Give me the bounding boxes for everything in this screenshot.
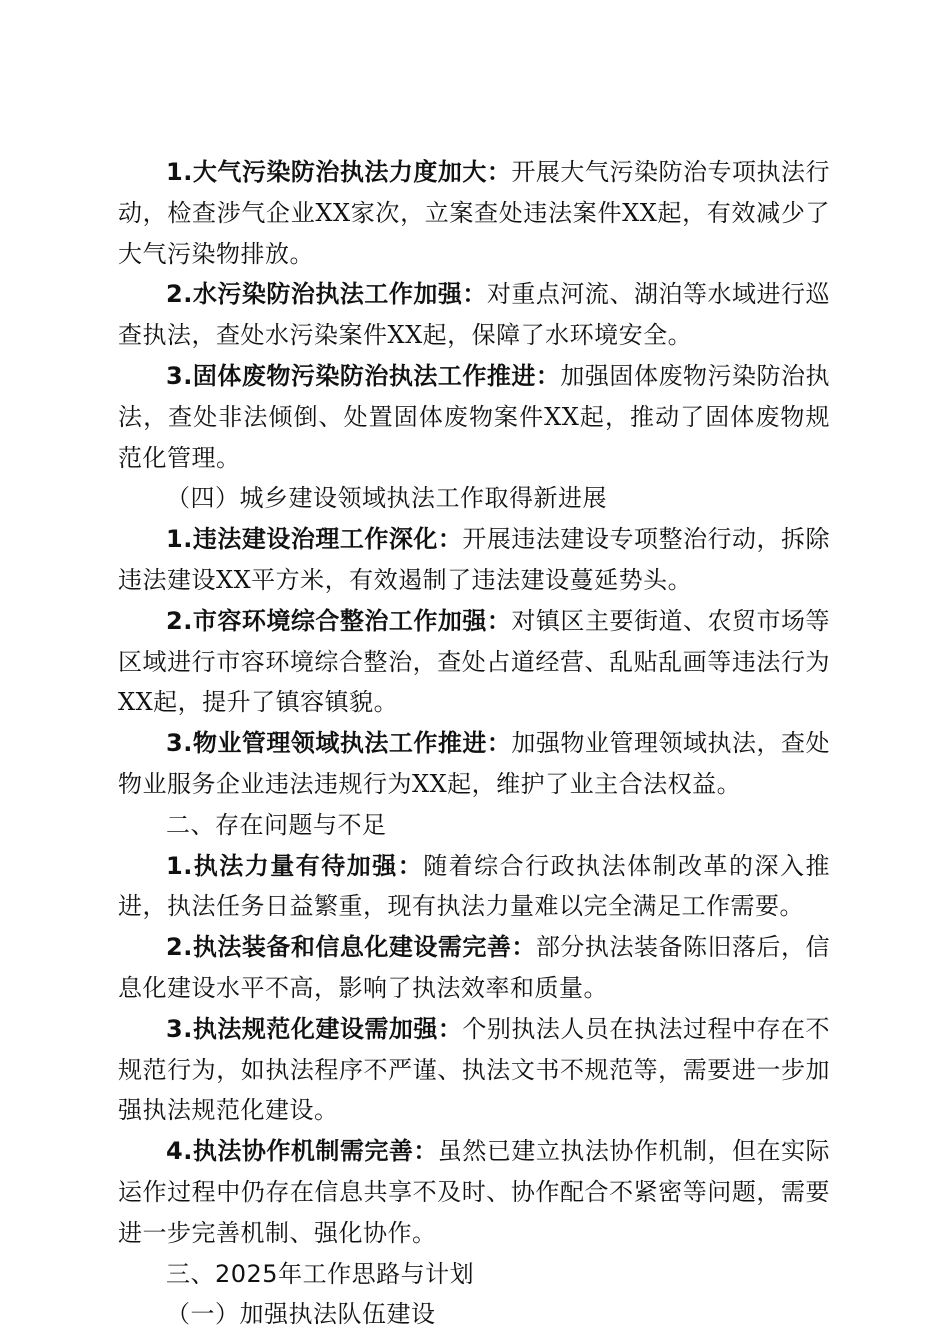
paragraph-lead: 2.水污染防治执法工作加强： — [166, 280, 487, 309]
paragraph-equipment — [118, 927, 830, 1009]
section-heading-plan: 三、2025年工作思路与计划 — [166, 1259, 475, 1288]
paragraph-lead: 3.物业管理领域执法工作推进： — [166, 729, 512, 758]
paragraph-lead: 3.固体废物污染防治执法工作推进： — [166, 361, 561, 390]
paragraph-illegal-construction — [118, 519, 830, 601]
subheading-team-building: （一）加强执法队伍建设 — [166, 1300, 436, 1329]
paragraph-property-management — [118, 723, 830, 805]
paragraph-lead: 4.执法协作机制需完善： — [166, 1137, 438, 1166]
paragraph-body: 加强固体废物污染防治执法，查处非法倾倒、处置固体废物案件XX起，推动了固体废物规范化管理。 — [118, 361, 830, 472]
document-body — [118, 152, 830, 1335]
paragraph-water-pollution — [118, 274, 830, 356]
paragraph-body: 开展违法建设专项整治行动，拆除违法建设XX平方米，有效遏制了违法建设蔓延势头。 — [118, 525, 830, 594]
paragraph-lead: 1.违法建设治理工作深化： — [166, 525, 463, 554]
paragraph-standardization — [118, 1009, 830, 1131]
paragraph-air-pollution — [118, 152, 830, 274]
subheading-urban-rural: （四）城乡建设领域执法工作取得新进展 — [166, 484, 607, 513]
paragraph-enforcement-staff — [118, 846, 830, 928]
paragraph-city-appearance — [118, 601, 830, 723]
paragraph-lead: 2.执法装备和信息化建设需完善： — [166, 933, 536, 962]
paragraph-body: 对重点河流、湖泊等水域进行巡查执法，查处水污染案件XX起，保障了水环境安全。 — [118, 280, 830, 350]
paragraph-body: 随着综合行政执法体制改革的深入推进，执法任务日益繁重，现有执法力量难以完全满足工作需要。 — [118, 851, 830, 921]
paragraph-body: 虽然已建立执法协作机制，但在实际运作过程中仍存在信息共享不及时、协作配合不紧密等问题，需要进一步完善机制、强化协作。 — [118, 1137, 830, 1247]
paragraph-body: 加强物业管理领域执法，查处物业服务企业违法违规行为XX起，维护了业主合法权益。 — [118, 729, 831, 798]
paragraph-body: 部分执法装备陈旧落后，信息化建设水平不高，影响了执法效率和质量。 — [118, 933, 830, 1002]
paragraph-cooperation — [118, 1131, 830, 1253]
paragraph-body: 个别执法人员在执法过程中存在不规范行为，如执法程序不严谨、执法文书不规范等，需要进一步加强执法规范化建设。 — [118, 1014, 830, 1125]
paragraph-body: 开展大气污染防治专项执法行动，检查涉气企业XX家次，立案查处违法案件XX起，有效减少了大气污染物排放。 — [118, 158, 831, 268]
section-heading-problems: 二、存在问题与不足 — [166, 810, 387, 839]
paragraph-lead: 1.大气污染防治执法力度加大： — [166, 158, 512, 186]
paragraph-body: 对镇区主要街道、农贸市场等区域进行市容环境综合整治，查处占道经营、乱贴乱画等违法行为XX起，提升了镇容镇貌。 — [118, 606, 831, 717]
paragraph-lead: 3.执法规范化建设需加强： — [166, 1014, 463, 1043]
paragraph-solid-waste — [118, 356, 830, 478]
paragraph-lead: 1.执法力量有待加强： — [166, 851, 424, 880]
paragraph-lead: 2.市容环境综合整治工作加强： — [166, 606, 512, 635]
